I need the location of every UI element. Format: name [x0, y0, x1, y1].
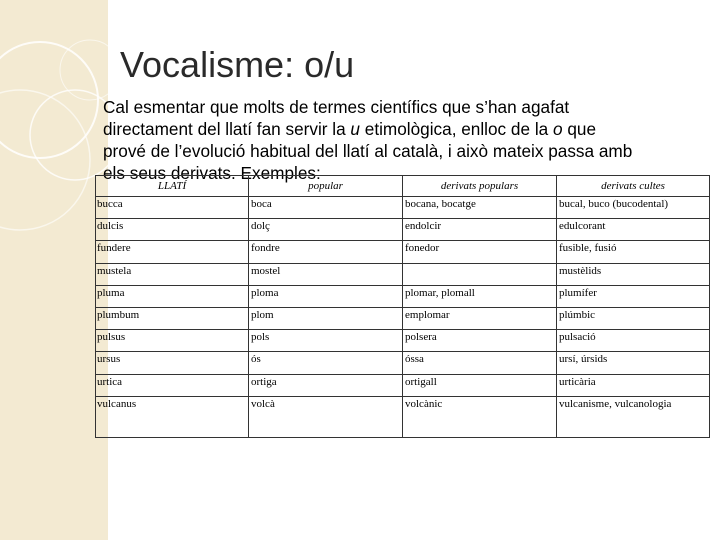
cell-llati: pluma: [96, 285, 249, 307]
decorative-sidebar: [0, 0, 108, 540]
cell-llati: vulcanus: [96, 396, 249, 437]
intro-u-letter: u: [350, 119, 360, 139]
decorative-circles: [0, 0, 108, 540]
intro-text: [103, 96, 703, 184]
cell-derivats-cultes: pulsació: [557, 330, 710, 352]
cell-derivats-populars: plomar, plomall: [403, 285, 557, 307]
cell-llati: dulcis: [96, 219, 249, 241]
cell-popular: ós: [249, 352, 403, 374]
cell-derivats-populars: bocana, bocatge: [403, 197, 557, 219]
table-row: [96, 396, 710, 437]
table-row: [96, 197, 710, 219]
cell-derivats-cultes: plúmbic: [557, 308, 710, 330]
cell-popular: ortiga: [249, 374, 403, 396]
cell-popular: plom: [249, 308, 403, 330]
table-row: [96, 285, 710, 307]
cell-derivats-cultes: mustèlids: [557, 263, 710, 285]
table-row: [96, 219, 710, 241]
cell-llati: ursus: [96, 352, 249, 374]
cell-llati: plumbum: [96, 308, 249, 330]
intro-line-2: directament del llatí fan servir la u etimològica, enlloc de la o que: [103, 119, 596, 139]
table-row: [96, 308, 710, 330]
cell-derivats-cultes: vulcanisme, vulcanologia: [557, 396, 710, 437]
cell-derivats-cultes: plumífer: [557, 285, 710, 307]
intro-line-3: prové de l’evolució habitual del llatí al català, i això mateix passa amb: [103, 141, 633, 161]
header-derivats-populars: derivats populars: [403, 176, 557, 197]
table-row: [96, 241, 710, 263]
cell-llati: fundere: [96, 241, 249, 263]
table-header-row: [96, 176, 710, 197]
cell-llati: pulsus: [96, 330, 249, 352]
cell-derivats-cultes: bucal, buco (bucodental): [557, 197, 710, 219]
slide-title: Vocalisme: o/u: [120, 44, 355, 85]
cell-derivats-cultes: ursí, úrsids: [557, 352, 710, 374]
cell-derivats-cultes: fusible, fusió: [557, 241, 710, 263]
cell-llati: bucca: [96, 197, 249, 219]
table-row: [96, 330, 710, 352]
cell-popular: dolç: [249, 219, 403, 241]
intro-line-4: els seus derivats. Exemples:: [103, 163, 321, 183]
cell-popular: boca: [249, 197, 403, 219]
cell-popular: volcà: [249, 396, 403, 437]
table-row: [96, 352, 710, 374]
cell-derivats-populars: ortigall: [403, 374, 557, 396]
cell-popular: fondre: [249, 241, 403, 263]
cell-popular: ploma: [249, 285, 403, 307]
cell-derivats-populars: [403, 263, 557, 285]
cell-derivats-cultes: edulcorant: [557, 219, 710, 241]
table-row: [96, 263, 710, 285]
cell-derivats-populars: óssa: [403, 352, 557, 374]
cell-llati: urtica: [96, 374, 249, 396]
table-row: [96, 374, 710, 396]
header-derivats-cultes: derivats cultes: [557, 176, 710, 197]
intro-line-1: Cal esmentar que molts de termes científics que s’han agafat: [103, 97, 570, 117]
intro-o-letter: o: [552, 119, 563, 139]
header-popular: popular: [249, 176, 403, 197]
cell-derivats-populars: volcànic: [403, 396, 557, 437]
cell-derivats-populars: fonedor: [403, 241, 557, 263]
cell-derivats-populars: polsera: [403, 330, 557, 352]
cell-popular: mostel: [249, 263, 403, 285]
vocabulary-table: [95, 175, 710, 438]
cell-derivats-cultes: urticària: [557, 374, 710, 396]
header-llati: LLATÍ: [96, 176, 249, 197]
cell-popular: pols: [249, 330, 403, 352]
cell-llati: mustela: [96, 263, 249, 285]
cell-derivats-populars: emplomar: [403, 308, 557, 330]
cell-derivats-populars: endolcir: [403, 219, 557, 241]
